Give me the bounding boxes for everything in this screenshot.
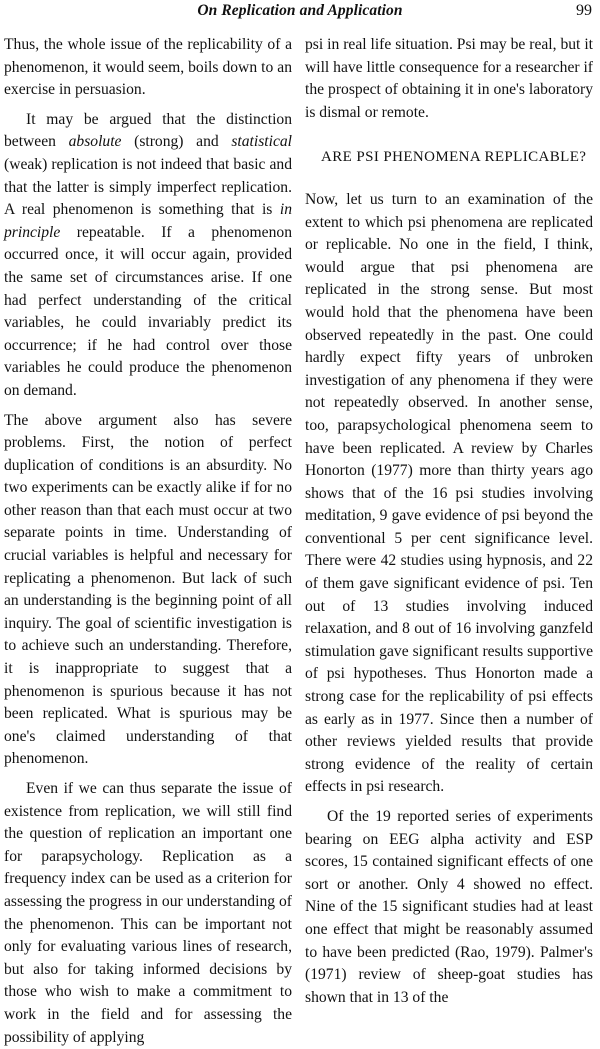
- section-heading: ARE PSI PHENOMENA REPLICABLE?: [321, 149, 587, 166]
- paragraph-examination: Now, let us turn to an examination of the extent to which psi phenomena are replicated or replicable. No one in the field, I think, would argue that psi phenomena are replicated in the strong sense. But most would hold that the phenomena have been observed repeatedly in the past. One could hardly expect fifty years of unbroken investigation of any phenomena if they were not repeatedly observed. In another sense, too, parapsychological phenomena seem to have been replicated. A review by Charles Honorton (1977) more than thirty years ago shows that of the 16 psi studies involving meditation, 9 gave evidence of psi beyond the conventional 5 per cent significance level. There were 42 studies using hypnosis, and 22 of them gave significant evidence of psi. Ten out of 13 studies involving induced relaxation, and 8 out of 16 involving ganzfeld stimulation gave significant results supportive of psi hypotheses. Thus Honorton made a strong case for the replicability of psi effects as early as in 1977. Since then a number of other reviews yielded results that provide strong evidence of the reality of certain effects in psi research.: [305, 190, 593, 796]
- page-number: 99: [576, 2, 592, 19]
- left-column: [4, 34, 292, 1049]
- page-header: [0, 0, 600, 22]
- italic-term-absolute: absolute: [68, 133, 122, 151]
- paragraph-fragment: It may be argued that the distinction between: [4, 110, 292, 151]
- paragraph-fragment: (weak) replication is not indeed that basic and that the latter is simply imperfect replication. A real phenomenon is something that is: [4, 155, 292, 219]
- paragraph-persuasion: Thus, the whole issue of the replicability of a phenomenon, it would seem, boils down to an exercise in persuasion.: [4, 36, 292, 99]
- paragraph-severe-problems: The above argument also has severe problems. First, the notion of perfect duplication of conditions is an absurdity. No two experiments can be exactly alike if for no other reason than that each must occur at two separate points in time. Understanding of crucial variables is helpful and necessary for replicating a phenomenon. But lack of such an understanding is the beginning point of all inquiry. The goal of scientific investigation is to achieve such an understanding. Therefore, it is inappropriate to suggest that a phenomenon is spurious because it has not been replicated. What is spurious may be one's claimed understanding of that phenomenon.: [4, 411, 292, 768]
- right-column: [305, 34, 593, 1009]
- paragraph-fragment: repeatable. If a phenomenon occurred once, it will occur again, provided the same set of circumstances arise. If one had perfect understanding of the critical variables, he could invariably predict its occurrence; if he had control over those variables he could produce the phenomenon on demand.: [4, 223, 292, 399]
- paragraph-fragment: (strong) and: [121, 133, 232, 151]
- paragraph-eeg-alpha: Of the 19 reported series of experiments bearing on EEG alpha activity and ESP scores, 15 contained significant effects of one sort or another. Only 4 showed no effect. Nine of the 15 significant studies had at least one effect that might be reasonably assumed to have been predicted (Rao, 1979). Palmer's (1971) review of sheep-goat studies has shown that in 13 of the: [305, 808, 593, 1006]
- paragraph-distinction: [4, 109, 292, 403]
- italic-term-in-principle: in principle: [4, 201, 292, 241]
- paragraph-continued: psi in real life situation. Psi may be real, but it will have little consequence for a researcher if the prospect of obtaining it in one's laboratory is dismal or remote.: [305, 36, 593, 121]
- running-title: On Replication and Application: [197, 2, 403, 19]
- italic-term-statistical: statistical: [231, 133, 292, 151]
- paragraph-existence: Even if we can thus separate the issue of existence from replication, we will still find the question of replication an important one for parapsychology. Replication as a frequency index can be used as a criterion for assessing the progress in our understanding of the phenomenon. This can be important not only for evaluating various lines of research, but also for taking informed decisions by those who wish to make a commitment to work in the field and for assessing the possibility of applying: [4, 780, 292, 1046]
